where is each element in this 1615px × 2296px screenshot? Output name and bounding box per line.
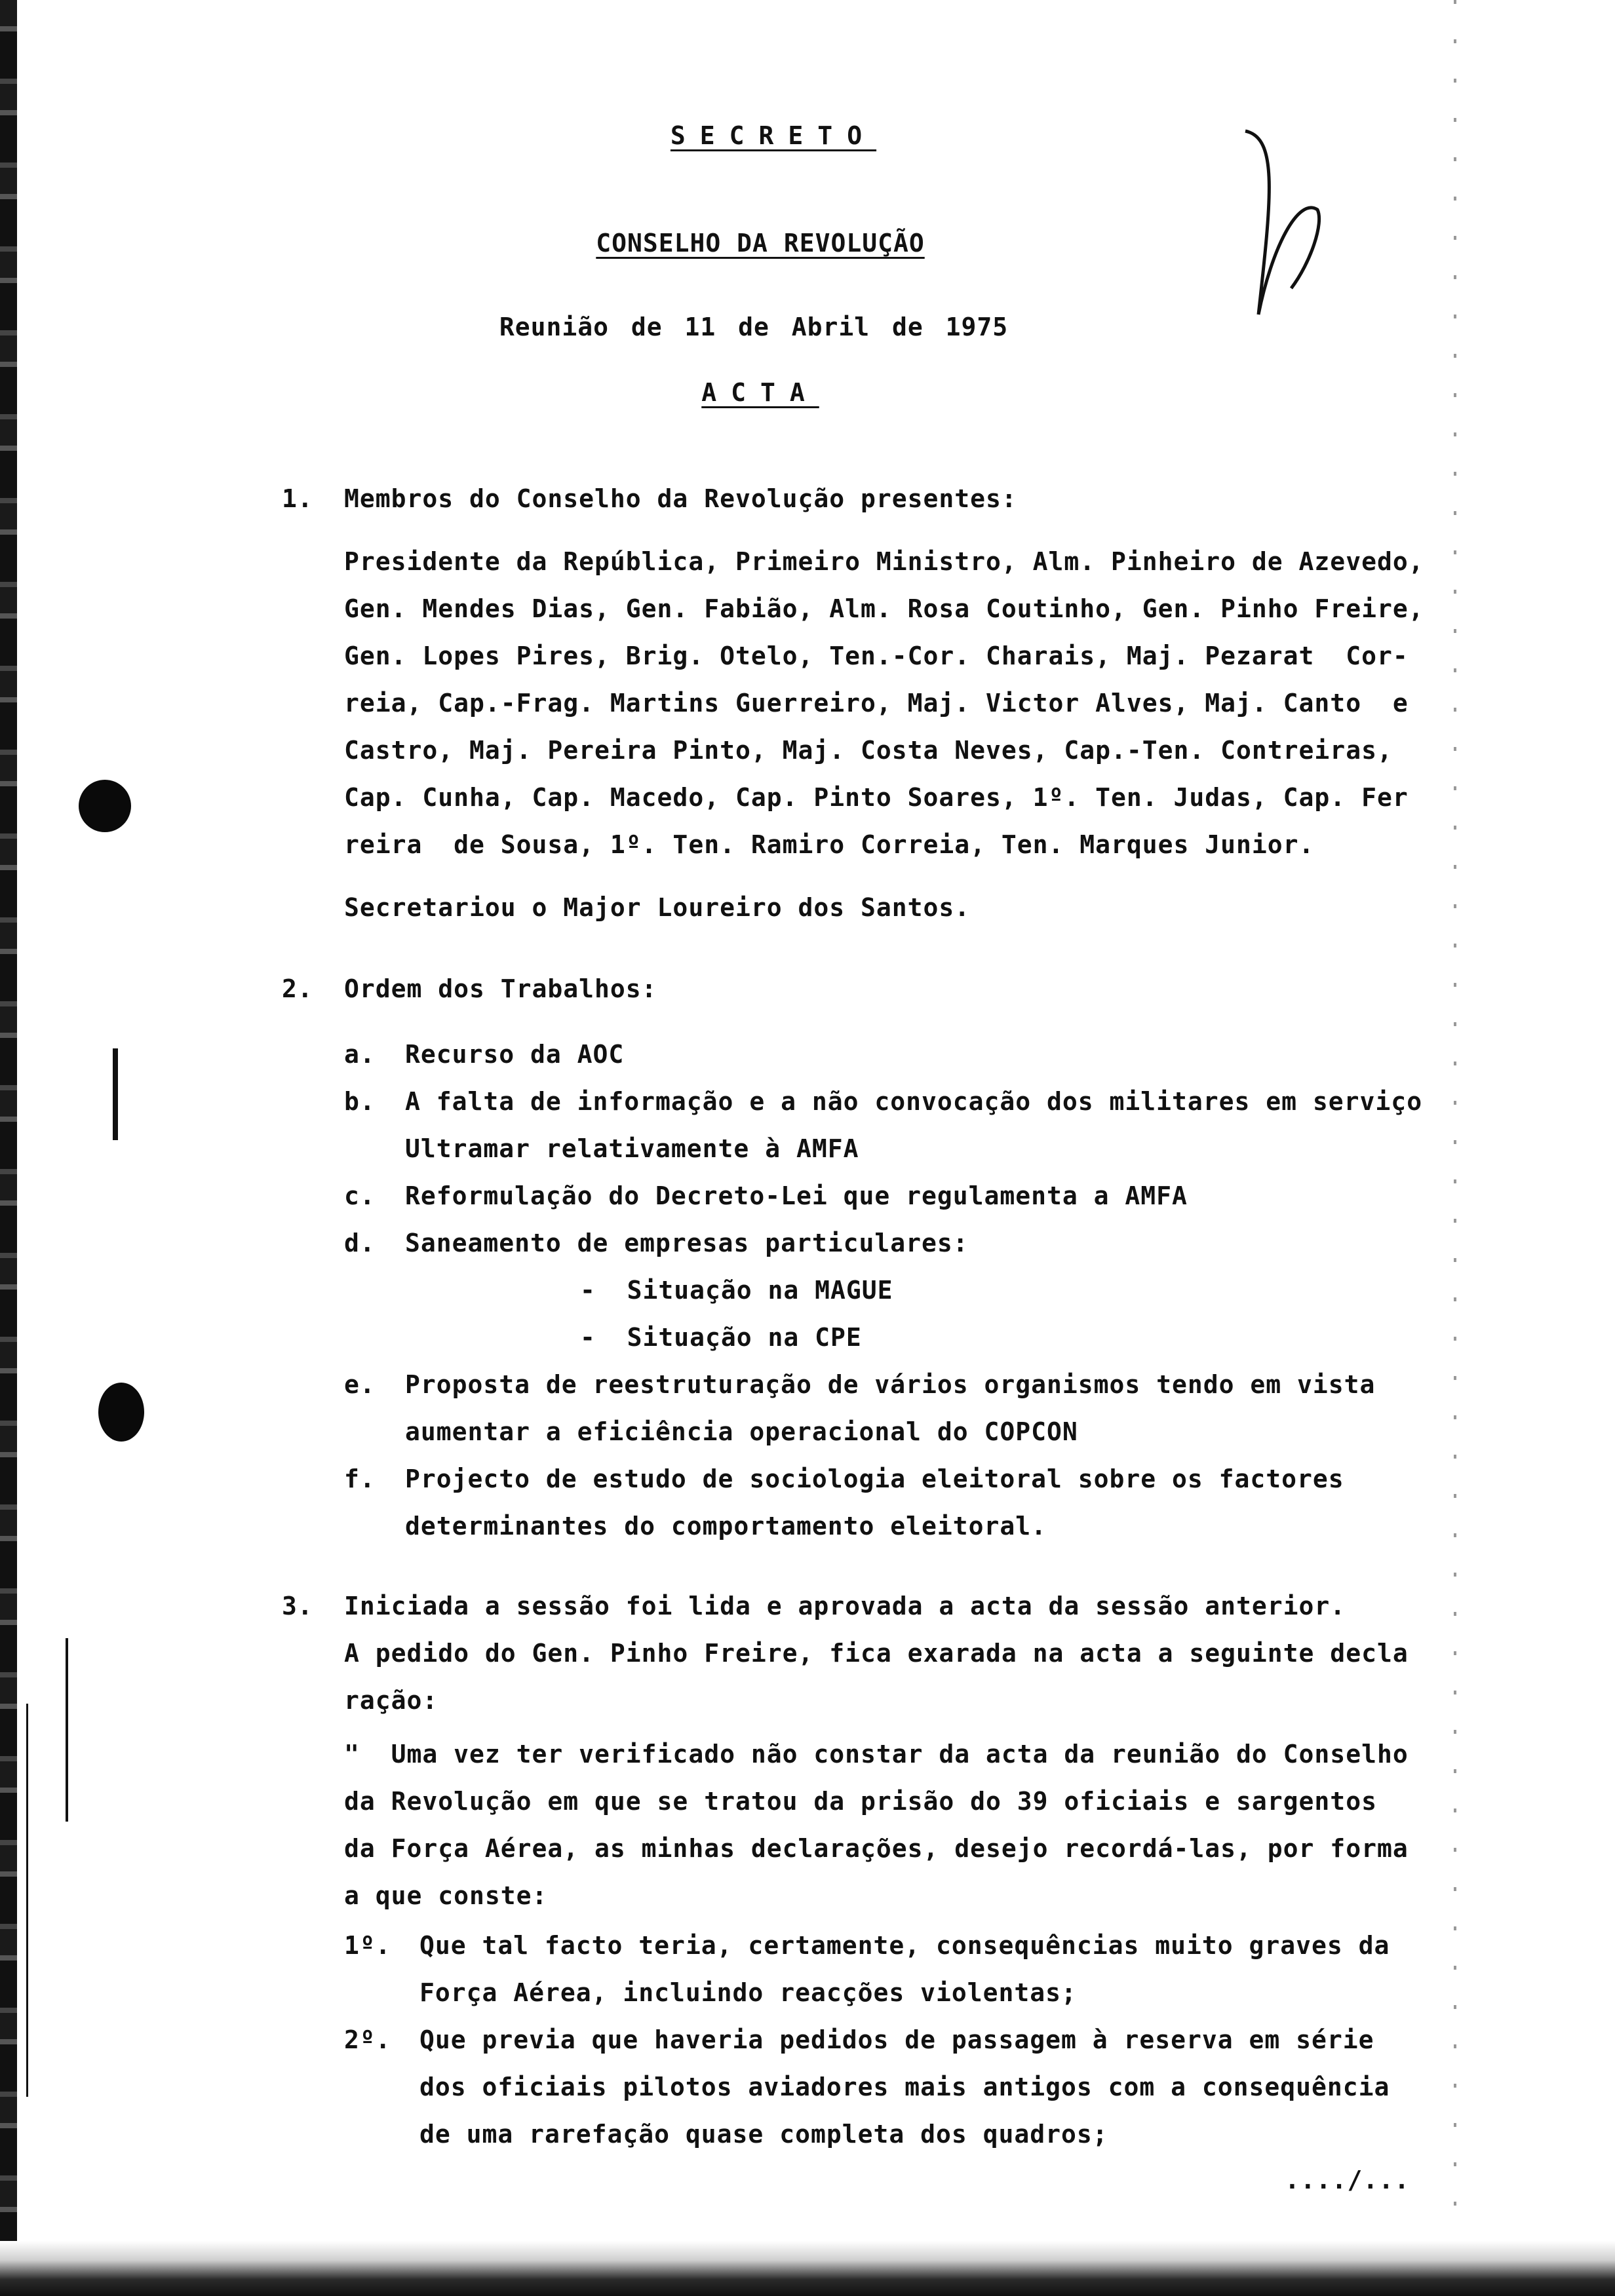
- agenda-item: Recurso da AOC: [405, 1040, 625, 1069]
- member-line: reira de Sousa, 1º. Ten. Ramiro Correia, Ten. Marques Junior.: [344, 830, 1315, 859]
- quote-line: da Força Aérea, as minhas declarações, desejo recordá-las, por forma: [344, 1834, 1409, 1863]
- council-heading: CONSELHO DA REVOLUÇÃO: [596, 229, 925, 258]
- section-number: 3.: [282, 1592, 313, 1620]
- quote-line: da Revolução em que se tratou da prisão do 39 oficiais e sargentos: [344, 1787, 1377, 1816]
- section-text: ração:: [344, 1686, 438, 1715]
- quote-line: " Uma vez ter verificado não constar da acta da reunião do Conselho: [344, 1740, 1409, 1769]
- quote-line: a que conste:: [344, 1881, 548, 1910]
- secretary-line: Secretariou o Major Loureiro dos Santos.: [344, 893, 971, 922]
- agenda-item: Reformulação do Decreto-Lei que regulamenta a AMFA: [405, 1181, 1188, 1210]
- section-text: Iniciada a sessão foi lida e aprovada a acta da sessão anterior.: [344, 1592, 1346, 1620]
- doc-type-heading: ACTA: [701, 378, 819, 407]
- agenda-letter: a.: [344, 1040, 376, 1069]
- agenda-subitem: - Situação na CPE: [580, 1323, 862, 1352]
- point-text: dos oficiais pilotos aviadores mais antigos com a consequência: [419, 2073, 1390, 2101]
- scan-right-edge: [1454, 0, 1456, 2241]
- margin-mark: [26, 1704, 28, 2097]
- section-text: A pedido do Gen. Pinho Freire, fica exarada na acta a seguinte decla: [344, 1639, 1409, 1668]
- point-text: Que tal facto teria, certamente, consequências muito graves da: [419, 1931, 1390, 1960]
- agenda-letter: c.: [344, 1181, 376, 1210]
- member-line: Presidente da República, Primeiro Ministro, Alm. Pinheiro de Azevedo,: [344, 547, 1424, 576]
- member-line: Cap. Cunha, Cap. Macedo, Cap. Pinto Soares, 1º. Ten. Judas, Cap. Fer: [344, 783, 1409, 812]
- member-line: Gen. Mendes Dias, Gen. Fabião, Alm. Rosa Coutinho, Gen. Pinho Freire,: [344, 594, 1424, 623]
- section-title: Membros do Conselho da Revolução presentes:: [344, 484, 1017, 513]
- point-text: de uma rarefação quase completa dos quadros;: [419, 2120, 1108, 2149]
- handwritten-initial-icon: [1239, 118, 1344, 328]
- section-number: 1.: [282, 484, 313, 513]
- agenda-item: Proposta de reestruturação de vários organismos tendo em vista: [405, 1370, 1376, 1399]
- point-number: 1º.: [344, 1931, 391, 1960]
- agenda-item: determinantes do comportamento eleitoral.: [405, 1512, 1047, 1540]
- classification-heading: SECRETO: [670, 121, 877, 150]
- margin-mark: [66, 1638, 68, 1822]
- point-text: Que previa que haveria pedidos de passagem à reserva em série: [419, 2025, 1374, 2054]
- agenda-item: Projecto de estudo de sociologia eleitoral sobre os factores: [405, 1464, 1344, 1493]
- punch-hole-top: [79, 780, 131, 832]
- agenda-item: Ultramar relativamente à AMFA: [405, 1134, 859, 1163]
- point-number: 2º.: [344, 2025, 391, 2054]
- agenda-letter: d.: [344, 1229, 376, 1257]
- section-title: Ordem dos Trabalhos:: [344, 974, 657, 1003]
- agenda-item: aumentar a eficiência operacional do COPCON: [405, 1417, 1078, 1446]
- margin-mark: [113, 1048, 118, 1140]
- point-text: Força Aérea, incluindo reacções violentas;: [419, 1978, 1077, 2007]
- section-number: 2.: [282, 974, 313, 1003]
- member-line: Gen. Lopes Pires, Brig. Otelo, Ten.-Cor. Charais, Maj. Pezarat Cor-: [344, 641, 1409, 670]
- agenda-item: A falta de informação e a não convocação dos militares em serviço: [405, 1087, 1423, 1116]
- punch-hole-bottom: [98, 1383, 144, 1442]
- continuation-mark: ..../...: [1285, 2166, 1411, 2194]
- meeting-date: Reunião de 11 de Abril de 1975: [499, 313, 1009, 341]
- scan-left-edge: [0, 0, 17, 2296]
- scan-bottom-edge: [0, 2241, 1615, 2296]
- agenda-item: Saneamento de empresas particulares:: [405, 1229, 969, 1257]
- agenda-letter: b.: [344, 1087, 376, 1116]
- agenda-letter: e.: [344, 1370, 376, 1399]
- member-line: reia, Cap.-Frag. Martins Guerreiro, Maj. Victor Alves, Maj. Canto e: [344, 689, 1409, 718]
- agenda-subitem: - Situação na MAGUE: [580, 1276, 893, 1305]
- member-line: Castro, Maj. Pereira Pinto, Maj. Costa Neves, Cap.-Ten. Contreiras,: [344, 736, 1393, 765]
- agenda-letter: f.: [344, 1464, 376, 1493]
